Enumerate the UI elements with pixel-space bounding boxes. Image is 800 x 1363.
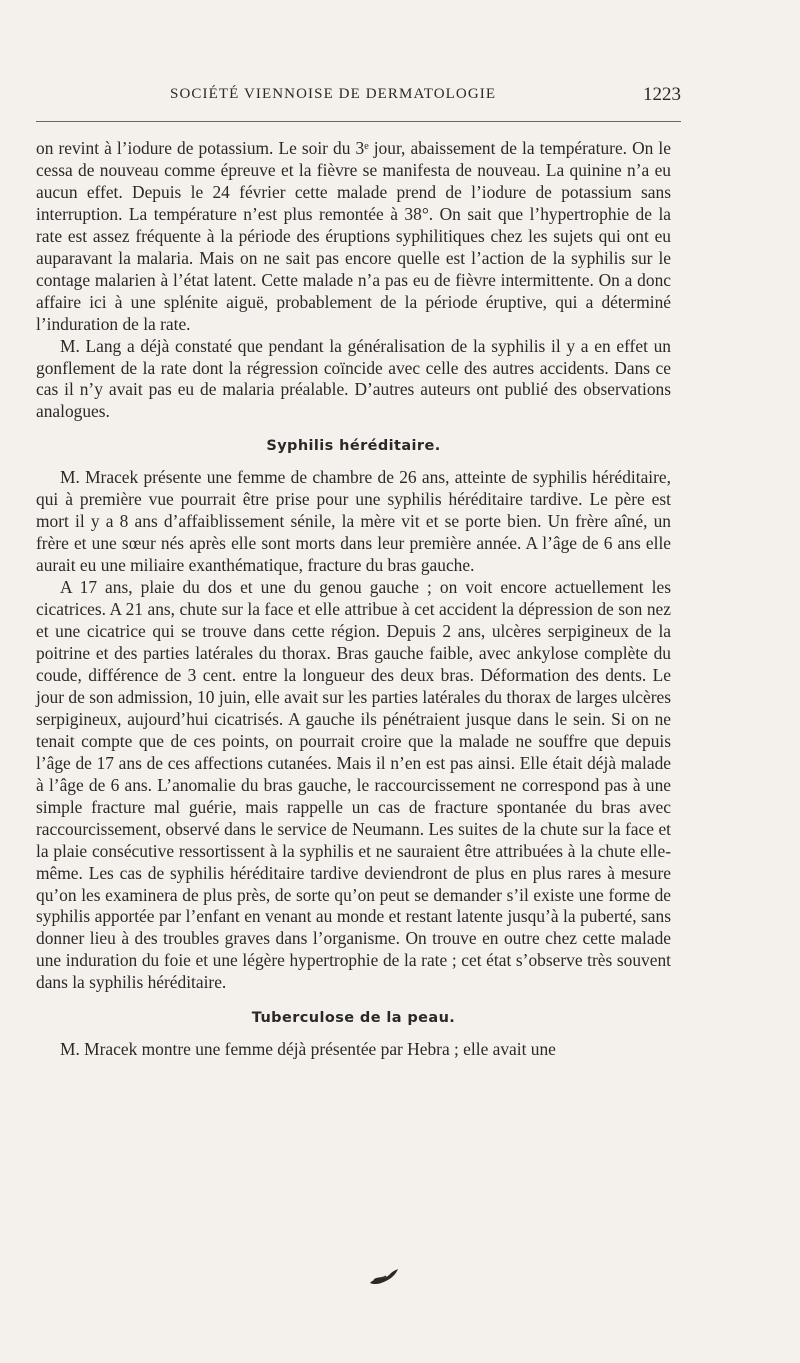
body-text	[36, 138, 671, 1061]
running-title: SOCIÉTÉ VIENNOISE DE DERMATOLOGIE	[170, 86, 497, 102]
section-heading-hereditary-syphilis: Syphilis héréditaire.	[266, 438, 441, 455]
printer-ornament-icon	[368, 1268, 400, 1286]
paragraph-4: A 17 ans, plaie du dos et une du genou gauche ; on voit encore actuellement les cicatrices. A 21 ans, chute sur la face et elle attribue à cet accident la dépression de son nez et une cicatrice qui se trouve dans cette région. Depuis 2 ans, ulcères serpigineux de la poitrine et des parties latérales du thorax. Bras gauche faible, avec ankylose complète du coude, différence de 3 cent. entre la longueur des deux bras. Déformation des dents. Le jour de son admission, 10 juin, elle avait sur les parties latérales du thorax de larges ulcères serpigineux, aujourd’hui cicatrisés. A gauche ils pénétraient jusque dans le sein. Si on ne tenait compte que de ces points, on pourrait croire que la malade ne souffre que depuis l’âge de 17 ans de ces affections cutanées. Mais il n’en est pas ainsi. Elle était déjà malade à l’âge de 6 ans. L’anomalie du bras gauche, le raccourcissement ne correspond pas à une simple fracture mal guérie, mais rappelle un cas de fracture spontanée du bras avec raccourcissement, observé dans le service de Neumann. Les suites de la chute sur la face et la plaie consécutive ressortissent à la syphilis et ne sauraient être attribuées à la chute elle-même. Les cas de syphilis héréditaire tardive deviendront de plus en plus rares à mesure qu’on les examinera de plus près, de sorte qu’on peut se demander s’il existe une forme de syphilis apportée par l’enfant en venant au monde et restant latente jusqu’à la puberté, sans donner lieu à des troubles graves dans l’organisme. On trouve en outre chez cette malade une induration du foie et une légère hypertrophie de la rate ; cet état s’observe très souvent dans la syphilis héréditaire.	[36, 577, 671, 993]
paragraph-3: M. Mracek présente une femme de chambre de 26 ans, atteinte de syphilis héréditaire, qui à première vue pourrait être prise pour une syphilis héréditaire tardive. Le père est mort il y a 8 ans d’affaiblissement sénile, la mère vit et se porte bien. Un frère aîné, un frère et une sœur nés après elle sont morts dans leur première année. A l’âge de 6 ans elle aurait eu une miliaire exanthématique, fracture du bras gauche.	[36, 467, 671, 576]
page-number: 1223	[643, 84, 681, 105]
section-heading-skin-tuberculosis: Tuberculose de la peau.	[251, 1010, 456, 1027]
header-rule	[36, 121, 681, 122]
paragraph-5: M. Mracek montre une femme déjà présentée par Hebra ; elle avait une	[60, 1039, 556, 1060]
running-head	[36, 86, 681, 110]
paragraph-1: on revint à l’iodure de potassium. Le soir du 3ᵉ jour, abaissement de la température. On le cessa de nouveau comme épreuve et la fièvre se manifesta de nouveau. La quinine n’a eu aucun effet. Depuis le 24 février cette malade prend de l’iodure de potassium sans interruption. La température n’est plus remontée à 38°. On sait que l’hypertrophie de la rate est assez fréquente à la période des éruptions syphilitiques chez les sujets qui ont eu auparavant la malaria. Mais on ne sait pas encore quelle est l’action de la syphilis sur le contage malarien à l’état latent. Cette malade n’a pas eu de fièvre intermittente. On a donc affaire ici à une splénite aiguë, probablement de la période éruptive, qui a déterminé l’induration de la rate.	[36, 138, 671, 334]
paragraph-2: M. Lang a déjà constaté que pendant la généralisation de la syphilis il y a en effet un gonflement de la rate dont la régression coïncide avec celle des autres accidents. Dans ce cas il n’y avait pas eu de malaria préalable. D’autres auteurs ont publié des observations analogues.	[36, 335, 671, 422]
